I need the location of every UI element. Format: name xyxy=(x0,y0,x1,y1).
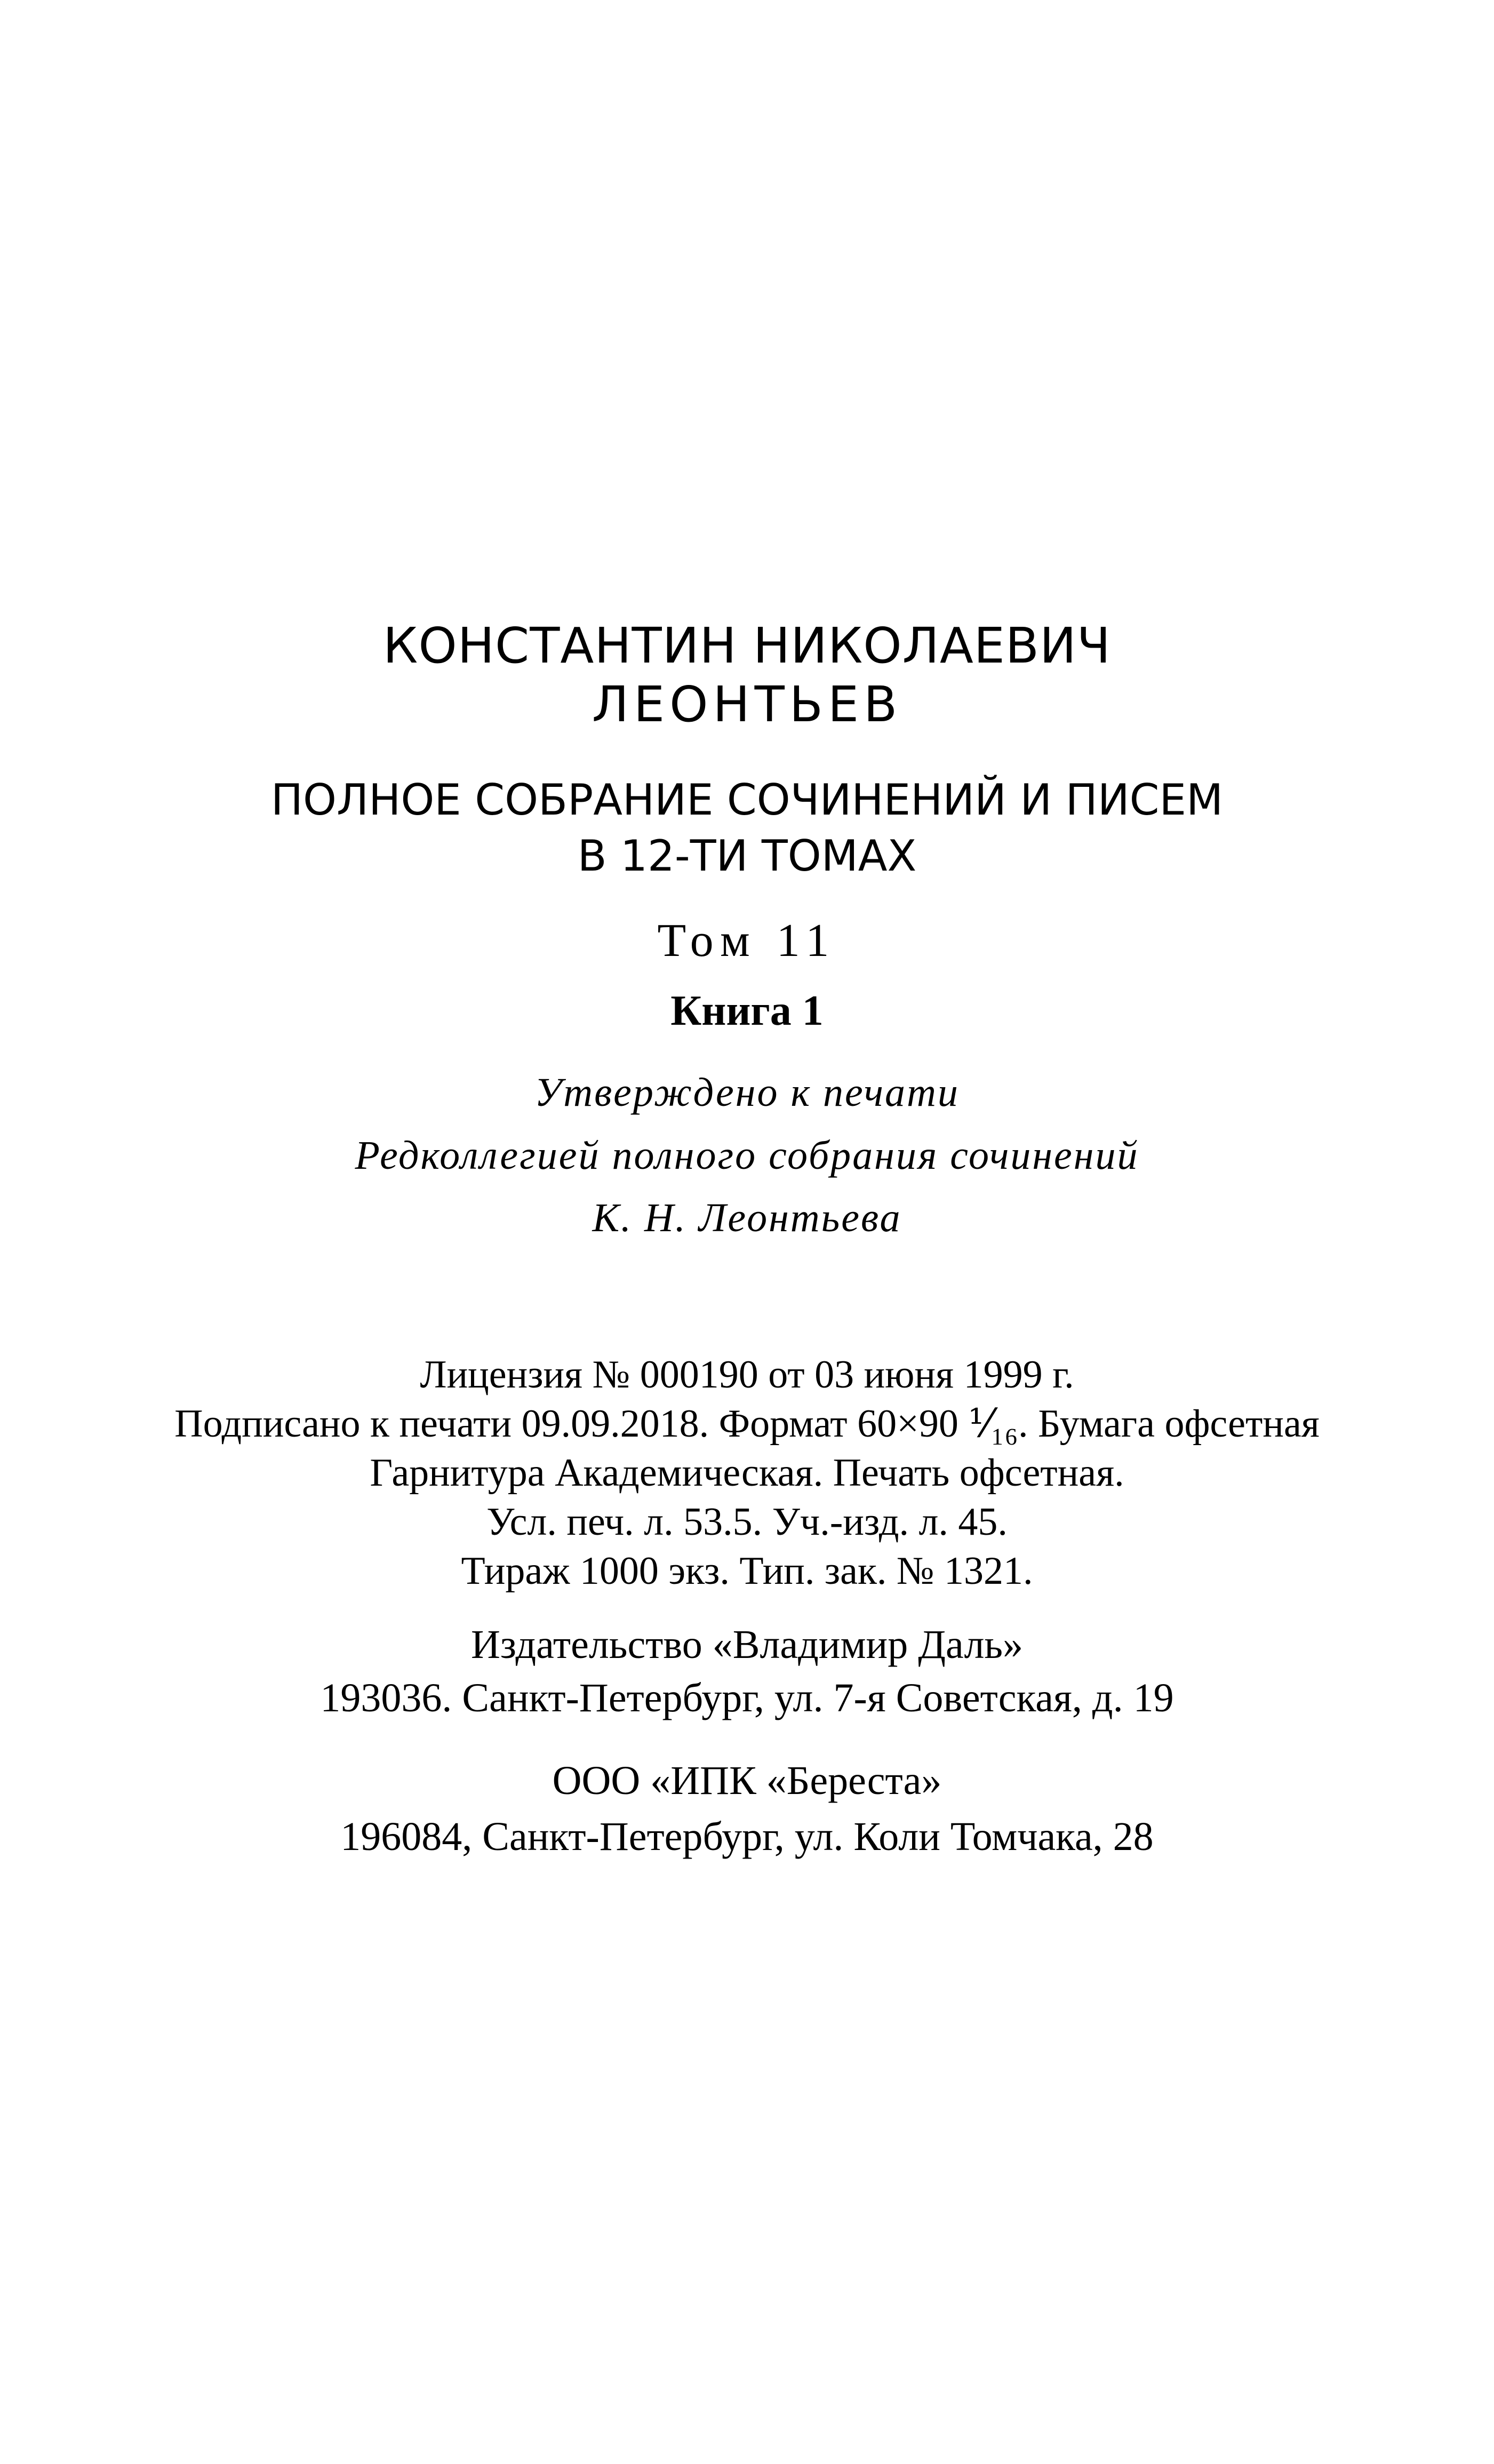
series-title: ПОЛНОЕ СОБРАНИЕ СОЧИНЕНИЙ И ПИСЕМ xyxy=(270,775,1224,825)
publisher-name: Издательство «Владимир Даль» xyxy=(470,1622,1024,1667)
signed-format-line: Подписано к печати 09.09.2018. Формат 60×90 ⅟₁₆. Бумага офсетная xyxy=(174,1402,1320,1446)
printer-name: ООО «ИПК «Береста» xyxy=(552,1758,942,1803)
typeface-line: Гарнитура Академическая. Печать офсетная. xyxy=(370,1451,1124,1495)
license-line: Лицензия № 000190 от 03 июня 1999 г. xyxy=(420,1353,1074,1397)
print-run-line: Тираж 1000 экз. Тип. зак. № 1321. xyxy=(461,1549,1033,1593)
series-volumes: В 12-ТИ ТОМАХ xyxy=(577,831,917,881)
author-name: КОНСТАНТИН НИКОЛАЕВИЧ xyxy=(383,617,1111,674)
approval-line-3: К. Н. Леонтьева xyxy=(592,1195,902,1240)
publisher-address: 193036. Санкт-Петербург, ул. 7-я Советская, д. 19 xyxy=(320,1676,1174,1720)
book-number: Книга 1 xyxy=(670,987,824,1034)
printer-address: 196084, Санкт-Петербург, ул. Коли Томчака, 28 xyxy=(340,1814,1154,1859)
volume-number: Том 11 xyxy=(657,915,837,967)
sheets-line: Усл. печ. л. 53.5. Уч.-изд. л. 45. xyxy=(486,1500,1008,1544)
approval-line-2: Редколлегией полного собрания сочинений xyxy=(355,1133,1139,1178)
approval-line-1: Утверждено к печати xyxy=(534,1070,960,1115)
author-surname: ЛЕОНТЬЕВ xyxy=(592,676,902,733)
